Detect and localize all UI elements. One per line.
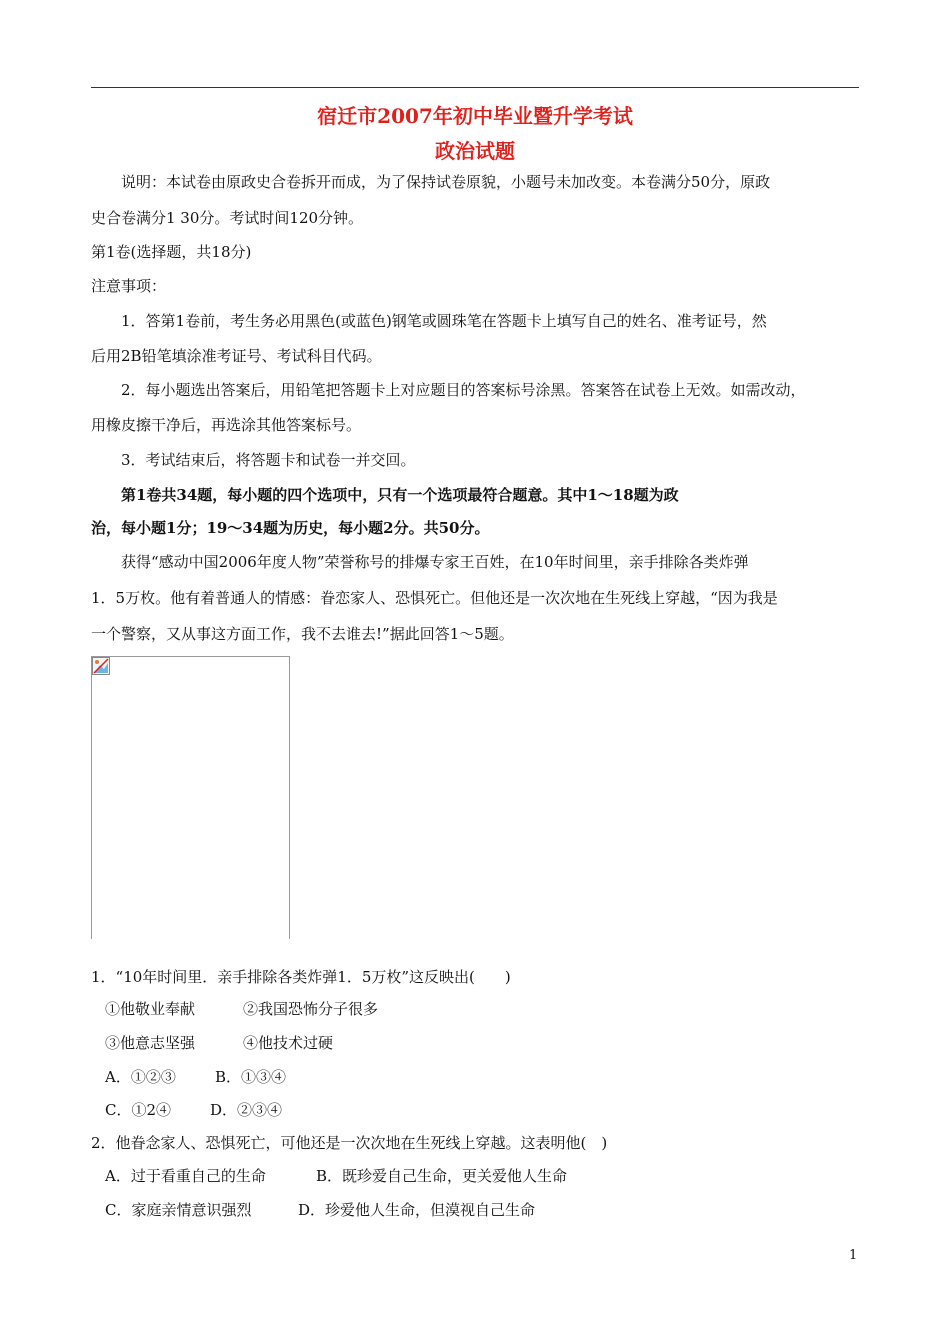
notice-1-line-2: 后用2B铅笔填涂准考证号、考试科目代码。 (91, 347, 382, 365)
q1-choice-c: C．①2④ (105, 1101, 172, 1119)
notice-2-line-1: 2．每小题选出答案后，用铅笔把答题卡上对应题目的答案标号涂黑。答案答在试卷上无效。如需改动， (121, 381, 806, 399)
q1-option-1: ①他敬业奉献 (105, 1000, 196, 1018)
notice-1-line-1: 1．答第1卷前，考生务必用黑色(或蓝色)钢笔或圆珠笔在答题卡上填写自己的姓名、准考证号，然 (121, 312, 767, 330)
intro-line-2: 史合卷满分1 30分。考试时间120分钟。 (91, 209, 364, 227)
q2-stem: 2．他眷念家人、恐惧死亡，可他还是一次次地在生死线上穿越。这表明他( ) (91, 1134, 608, 1152)
page-number: 1 (849, 1248, 858, 1263)
q2-choice-d: D．珍爱他人生命，但漠视自己生命 (298, 1201, 536, 1219)
q1-choice-b: B．①③④ (215, 1068, 287, 1086)
notice-2-line-2: 用橡皮擦干净后，再选涂其他答案标号。 (91, 416, 362, 434)
intro-line-1: 说明：本试卷由原政史合卷拆开而成，为了保持试卷原貌，小题号未加改变。本卷满分50分，原政 (121, 173, 771, 191)
broken-image-frame (91, 656, 290, 939)
q2-choice-a: A．过于看重自己的生命 (105, 1167, 266, 1185)
q1-stem: 1．“10年时间里．亲手排除各类炸弹1．5万枚”这反映出( ) (91, 968, 511, 986)
instruction-line-2: 治，每小题1分；19～34题为历史，每小题2分。共50分。 (91, 519, 490, 537)
material-line-3: 一个警察，又从事这方面工作，我不去谁去!”据此回答1～5题。 (91, 625, 514, 643)
notice-label: 注意事项： (91, 277, 167, 295)
exam-subtitle: 政治试题 (435, 139, 515, 163)
broken-image-icon (92, 657, 110, 675)
exam-title: 宿迁市2007年初中毕业暨升学考试 (317, 104, 633, 128)
instruction-line-1: 第1卷共34题，每小题的四个选项中，只有一个选项最符合题意。其中1～18题为政 (121, 486, 679, 504)
q1-option-4: ④他技术过硬 (243, 1034, 334, 1052)
q2-choice-c: C．家庭亲情意识强烈 (105, 1201, 252, 1219)
q2-choice-b: B．既珍爱自己生命，更关爱他人生命 (316, 1167, 568, 1185)
q1-choice-a: A．①②③ (105, 1068, 176, 1086)
q1-option-3: ③他意志坚强 (105, 1034, 196, 1052)
q1-choice-d: D．②③④ (210, 1101, 283, 1119)
header-rule (91, 87, 859, 88)
section-heading: 第1卷(选择题，共18分) (91, 243, 252, 261)
material-line-1: 获得“感动中国2006年度人物”荣誉称号的排爆专家王百姓，在10年时间里，亲手排除各类炸弹 (121, 553, 749, 571)
q1-option-2: ②我国恐怖分子很多 (243, 1000, 379, 1018)
notice-3: 3．考试结束后，将答题卡和试卷一并交回。 (121, 451, 416, 469)
material-line-2: 1．5万枚。他有着普通人的情感：眷恋家人、恐惧死亡。但他还是一次次地在生死线上穿越，“因为我是 (91, 589, 778, 607)
